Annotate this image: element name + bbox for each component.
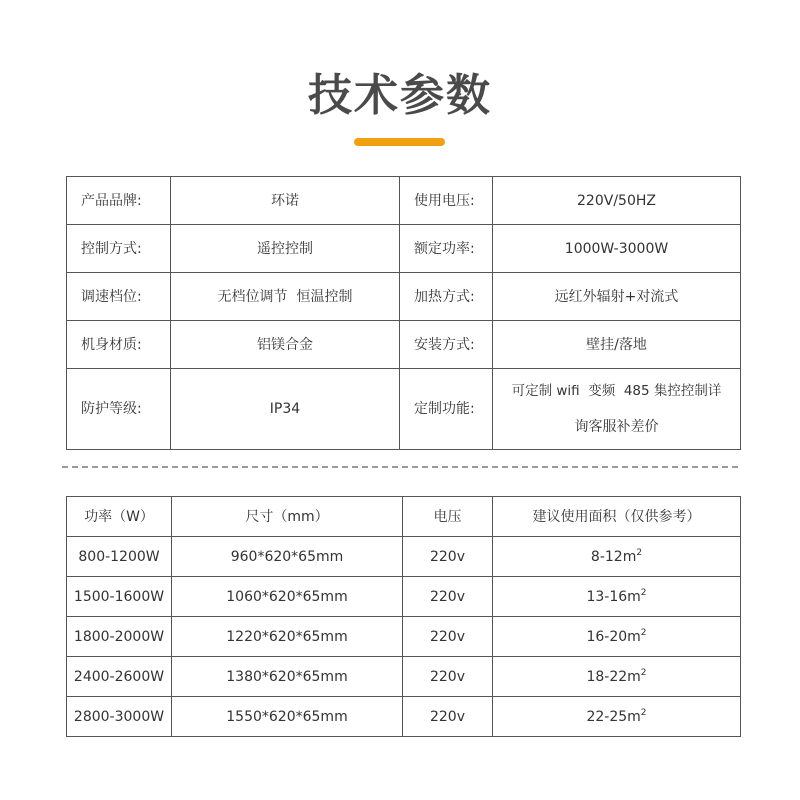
area-exponent: 2 (640, 627, 647, 638)
column-header: 功率（W） (67, 497, 172, 537)
table-row (67, 697, 741, 737)
spec-value: 壁挂/落地 (493, 321, 741, 369)
area-value: 22-25 (586, 708, 628, 725)
spec-label: 控制方式: (67, 225, 171, 273)
table-row (67, 273, 741, 321)
table-row (67, 369, 741, 450)
spec-label: 安装方式: (400, 321, 493, 369)
custom-line-1: 可定制 wifi 变频 485 集控控制详 (511, 383, 722, 399)
table-row (67, 225, 741, 273)
spec-label: 调速档位: (67, 273, 171, 321)
area-cell (493, 697, 741, 737)
area-value: 18-22 (586, 668, 628, 685)
area-exponent: 2 (640, 667, 647, 678)
dashed-divider (62, 466, 738, 468)
table-row (67, 177, 741, 225)
spec-value: IP34 (171, 369, 400, 450)
area-cell (493, 617, 741, 657)
area-exponent: 2 (640, 587, 647, 598)
voltage-cell: 220v (403, 577, 493, 617)
table-header-row (67, 497, 741, 537)
area-exponent: 2 (636, 547, 643, 558)
table-row (67, 321, 741, 369)
size-cell: 1060*620*65mm (172, 577, 403, 617)
voltage-cell: 220v (403, 537, 493, 577)
area-unit: m (627, 628, 641, 645)
spec-value: 无档位调节 恒温控制 (171, 273, 400, 321)
area-unit: m (627, 668, 641, 685)
area-value: 8-12 (590, 548, 623, 565)
spec-value: 1000W-3000W (493, 225, 741, 273)
size-cell: 1380*620*65mm (172, 657, 403, 697)
voltage-cell: 220v (403, 697, 493, 737)
size-cell: 960*620*65mm (172, 537, 403, 577)
column-header: 电压 (403, 497, 493, 537)
power-cell: 2800-3000W (67, 697, 172, 737)
size-cell: 1550*620*65mm (172, 697, 403, 737)
voltage-cell: 220v (403, 657, 493, 697)
spec-label: 产品品牌: (67, 177, 171, 225)
table-row (67, 617, 741, 657)
spec-value: 220V/50HZ (493, 177, 741, 225)
area-value: 13-16 (586, 588, 628, 605)
table-row (67, 537, 741, 577)
spec-label: 额定功率: (400, 225, 493, 273)
spec-label: 定制功能: (400, 369, 493, 450)
area-cell (493, 657, 741, 697)
spec-value: 远红外辐射+对流式 (493, 273, 741, 321)
area-exponent: 2 (640, 707, 647, 718)
table-row (67, 577, 741, 617)
title-underline (354, 138, 445, 146)
spec-label: 机身材质: (67, 321, 171, 369)
spec-value: 铝镁合金 (171, 321, 400, 369)
spec-label: 使用电压: (400, 177, 493, 225)
spec-label: 加热方式: (400, 273, 493, 321)
area-unit: m (627, 588, 641, 605)
voltage-cell: 220v (403, 617, 493, 657)
power-cell: 1500-1600W (67, 577, 172, 617)
power-cell: 1800-2000W (67, 617, 172, 657)
area-cell (493, 577, 741, 617)
column-header: 尺寸（mm） (172, 497, 403, 537)
area-unit: m (622, 548, 637, 565)
area-cell (493, 537, 741, 577)
power-cell: 2400-2600W (67, 657, 172, 697)
spec-label: 防护等级: (67, 369, 171, 450)
area-value: 16-20 (586, 628, 628, 645)
power-table (66, 496, 741, 737)
page-title: 技术参数 (308, 70, 492, 121)
spec-value: 环诺 (171, 177, 400, 225)
power-cell: 800-1200W (67, 537, 172, 577)
spec-value-custom (493, 369, 741, 450)
spec-value: 遥控控制 (171, 225, 400, 273)
table-row (67, 657, 741, 697)
area-unit: m (627, 708, 641, 725)
size-cell: 1220*620*65mm (172, 617, 403, 657)
custom-line-2: 询客服补差价 (574, 419, 659, 435)
column-header: 建议使用面积（仅供参考） (493, 497, 741, 537)
spec-table (66, 176, 741, 450)
